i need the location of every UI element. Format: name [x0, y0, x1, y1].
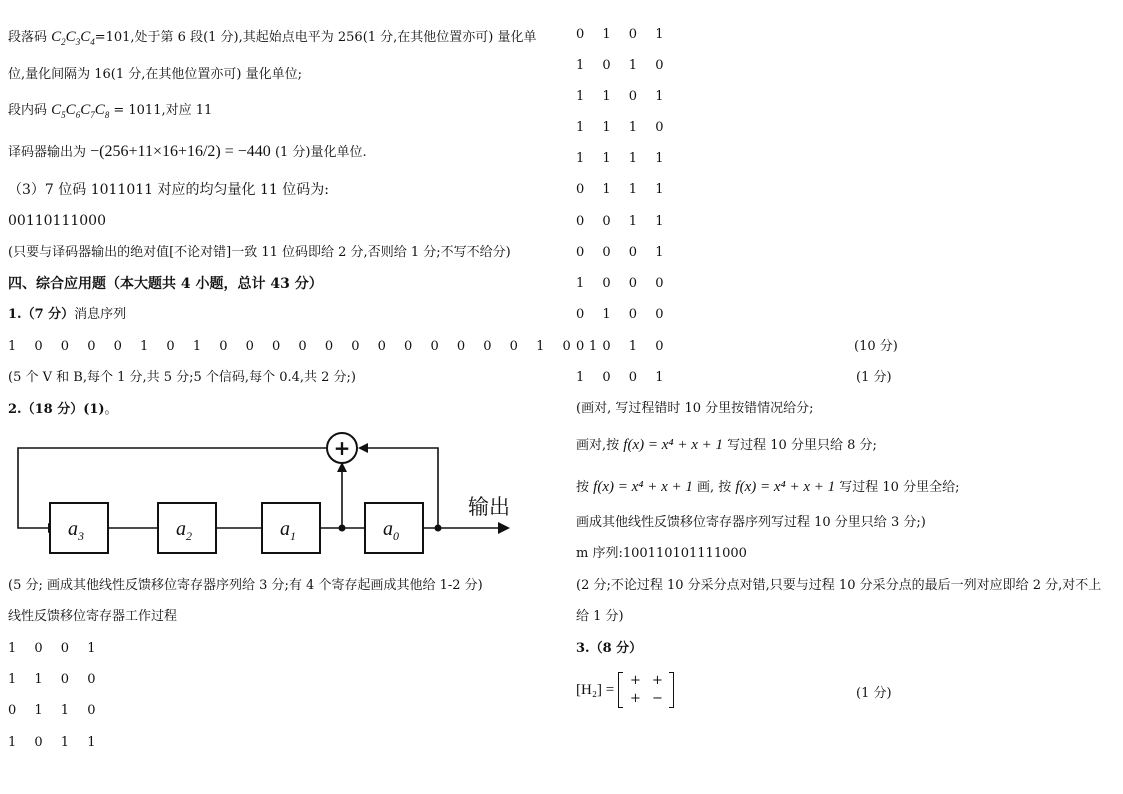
- register-a3: [50, 503, 108, 553]
- state-row: 0 0 1 1: [576, 214, 665, 229]
- state-row: 0 0 1 0: [576, 339, 665, 354]
- note-line-6: 给 1 分): [576, 609, 624, 624]
- state-row: 1 1 0 1: [576, 89, 665, 104]
- polynomial: f(x) = x⁴ + x + 1: [623, 437, 723, 453]
- polynomial: f(x) = x⁴ + x + 1: [593, 479, 693, 495]
- q2-process-label: 线性反馈移位寄存器工作过程: [8, 609, 178, 624]
- line-q3-uniform: （3）7 位码 1011011 对应的均匀量化 11 位码为:: [8, 182, 329, 198]
- output-arrowhead: [498, 522, 510, 534]
- state-row: 0 0 0 1: [576, 245, 665, 260]
- note-line-4: 画成其他线性反馈移位寄存器序列写过程 10 分里只给 3 分;): [576, 515, 926, 530]
- state-row: 0 1 0 1: [576, 27, 665, 42]
- line-quant-interval: 位,量化间隔为 16(1 分,在其他位置亦可) 量化单位;: [8, 67, 302, 82]
- state-row: 1 0 0 0: [576, 276, 665, 291]
- q1-message-sequence: 1 0 0 0 0 1 0 1 0 0 0 0 0 0 0 0 0 0 0 0 1 0 1: [8, 339, 599, 354]
- tap-arrowhead-a0: [358, 443, 368, 453]
- register-a3-label: $a_3$: [68, 518, 84, 543]
- adder-plus-sign: +: [333, 436, 351, 460]
- state-row: 0 1 1 1: [576, 182, 665, 197]
- state-row: 1 1 0 0: [8, 672, 97, 687]
- h2-matrix: + + + −: [618, 672, 674, 708]
- line-intra-segment-code: 段内码 $C_5C_6C_7C_8 = 1011$,对应 11: [8, 102, 213, 120]
- decoder-equation: −(256+11×16+16/2) = −440: [90, 143, 271, 160]
- note-line-2: 画对,按 f(x) = x⁴ + x + 1 写过程 10 分里只给 8 分;: [576, 437, 877, 453]
- state-row: 0 1 0 0: [576, 307, 665, 322]
- line-decoder-output: 译码器输出为 −(256+11×16+16/2) = −440 (1 分)量化单位.: [8, 143, 367, 160]
- h2-score: (1 分): [856, 686, 892, 701]
- segment-code-symbols: $C_2C_3C_4$: [51, 29, 95, 47]
- q3-heading: 3.（8 分）: [576, 641, 643, 656]
- state-row: 1 0 1 1: [8, 735, 97, 750]
- h2-label: [H₂] =: [576, 682, 615, 698]
- q1-heading: 1.（7 分）消息序列: [8, 307, 127, 322]
- polynomial: f(x) = x⁴ + x + 1: [735, 479, 836, 495]
- register-a0-label: $a_0$: [383, 518, 399, 543]
- lfsr-diagram: [8, 430, 528, 565]
- state-row: 1 1 1 0: [576, 120, 665, 135]
- q2-grading-note: (5 分; 画成其他线性反馈移位寄存器序列给 3 分;有 4 个寄存起画成其他给 1-2 分): [8, 578, 483, 593]
- state-row: 1 1 1 1: [576, 151, 665, 166]
- m-sequence: m 序列:100110101111000: [576, 546, 747, 561]
- line-segment-code: 段落码 $C_2C_3C_4=101$,处于第 6 段(1 分),其起始点电平为 256(1 分,在其他位置亦可) 量化单: [8, 29, 537, 47]
- state-row: 1 0 0 1: [576, 370, 665, 385]
- state-row: 1 0 1 0: [576, 58, 665, 73]
- state-row: 1 0 0 1: [8, 641, 97, 656]
- q2-heading: 2.（18 分）(1)。: [8, 402, 118, 417]
- q1-grading-note: (5 个 V 和 B,每个 1 分,共 5 分;5 个信码,每个 0.4,共 2 分;): [8, 370, 356, 385]
- output-label: 输出: [468, 495, 510, 519]
- note-line-1: (画对, 写过程错时 10 分里按错情况给分;: [576, 401, 814, 416]
- note-line-5: (2 分;不论过程 10 分采分点对错,只要与过程 10 分采分点的最后一列对应即给 2 分,对不上: [576, 578, 1102, 593]
- intra-code-symbols: $C_5C_6C_7C_8$: [51, 102, 110, 120]
- line-grading-note: (只要与译码器输出的绝对值[不论对错]一致 11 位码即给 2 分,否则给 1 分;不写不给分): [8, 245, 511, 260]
- register-a2-label: $a_2$: [176, 518, 192, 543]
- section-four-heading: 四、综合应用题（本大题共 4 小题，总计 43 分）: [8, 276, 323, 292]
- score-10: (10 分): [854, 339, 898, 354]
- h2-matrix-line: [576, 672, 674, 708]
- register-a0: [365, 503, 423, 553]
- line-11bit-code: 00110111000: [8, 213, 106, 229]
- state-row: 0 1 1 0: [8, 703, 97, 718]
- register-a1-label: $a_1$: [280, 518, 296, 543]
- note-line-3: 按 f(x) = x⁴ + x + 1 画, 按 f(x) = x⁴ + x + 1 写过程 10 分里全给;: [576, 479, 960, 495]
- register-a1: [262, 503, 320, 553]
- score-1: (1 分): [856, 370, 892, 385]
- register-a2: [158, 503, 216, 553]
